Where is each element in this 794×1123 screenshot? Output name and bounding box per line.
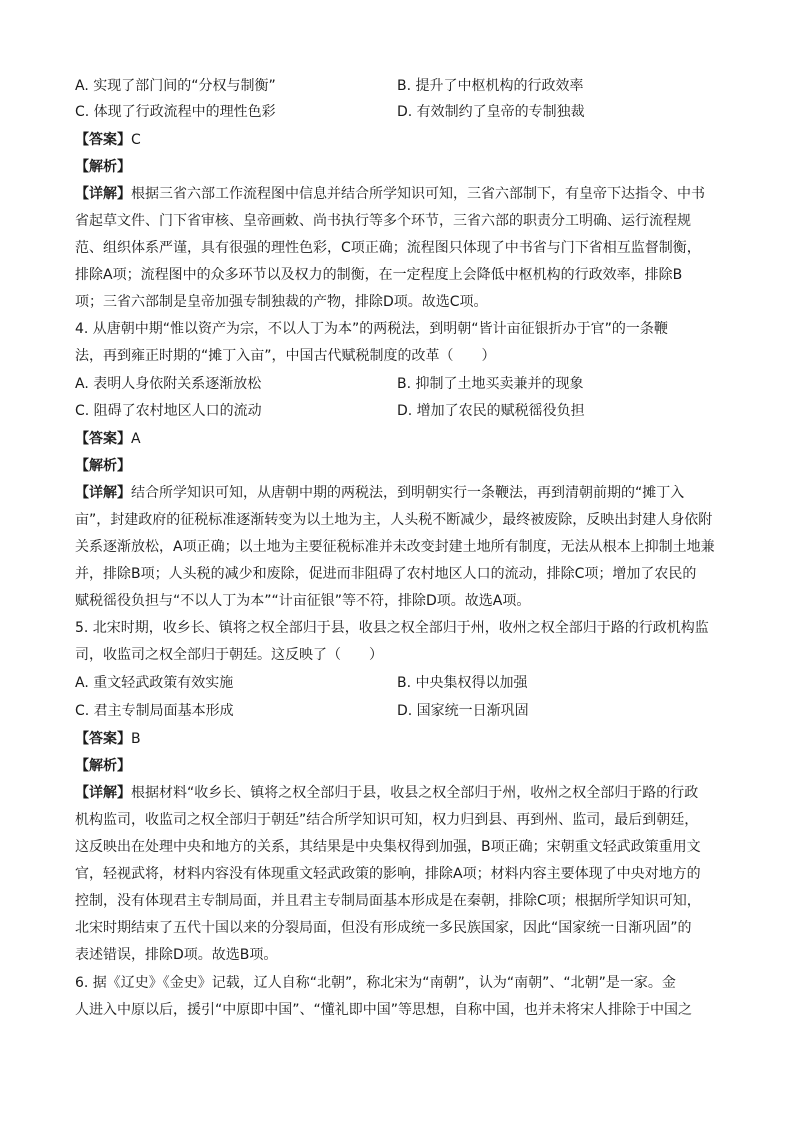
q4-option-c: C. 阻碍了农村地区人口的流动: [75, 403, 262, 419]
answer-tag: 【答案】: [75, 132, 131, 148]
q4-analysis-tag: 【解析】: [75, 458, 131, 474]
q5-stem-line: 司，收监司之权全部归于朝廷。这反映了（ ）: [75, 647, 383, 663]
answer-tag: 【答案】: [75, 731, 131, 747]
answer-value: B: [131, 731, 141, 747]
q4-detail-line: 关系逐渐放松，A项正确；以土地为主要征税标准并未改变封建土地所有制度，无法从根本上抑制土地兼: [75, 539, 715, 555]
q4-detail-line: 【详解】结合所学知识可知，从唐朝中期的两税法，到明朝实行一条鞭法，再到清朝前期的“摊丁入: [75, 485, 685, 501]
answer-tag: 【答案】: [75, 431, 131, 447]
answer-value: C: [131, 132, 141, 148]
detail-tag: 【详解】: [75, 485, 131, 501]
q3-detail-line: 排除A项；流程图中的众多环节以及权力的制衡，在一定程度上会降低中枢机构的行政效率，排除B: [75, 267, 683, 283]
q5-detail-line: 北宋时期结束了五代十国以来的分裂局面，但没有形成统一多民族国家，因此“国家统一日渐巩固”的: [75, 920, 692, 936]
q3-detail-line: 范、组织体系严谨，具有很强的理性色彩，C项正确；流程图只体现了中书省与门下省相互监督制衡，: [75, 240, 701, 256]
q5-option-d: D. 国家统一日渐巩固: [397, 703, 529, 719]
q3-detail-line: 【详解】根据三省六部工作流程图中信息并结合所学知识可知，三省六部制下，有皇帝下达指令、中书: [75, 186, 705, 202]
q4-detail-line: 并，排除B项；人头税的减少和废除，促进而非阻碍了农村地区人口的流动，排除C项；增加了农民的: [75, 566, 697, 582]
q4-option-b: B. 抑制了土地买卖兼并的现象: [397, 376, 584, 392]
q5-detail-line: 控制，没有体现君主专制局面，并且君主专制局面基本形成是在秦朝，排除C项；根据所学知识可知，: [75, 893, 701, 909]
q3-analysis-tag: 【解析】: [75, 159, 131, 175]
q5-analysis-tag: 【解析】: [75, 758, 131, 774]
q4-stem-line: 4. 从唐朝中期“惟以资产为宗，不以人丁为本”的两税法，到明朝“皆计亩征银折办于官”的一条鞭: [75, 321, 668, 337]
q3-option-b: B. 提升了中枢机构的行政效率: [397, 78, 584, 94]
q6-stem-line: 6. 据《辽史》《金史》记载，辽人自称“北朝”，称北宋为“南朝”，认为“南朝”、“北朝”是一家。金: [75, 975, 676, 991]
q4-answer: [75, 430, 141, 448]
q4-detail-line: 赋税徭役负担与“不以人丁为本”“计亩征银”等不符，排除D项。故选A项。: [75, 593, 531, 609]
q5-detail-line: 这反映出在处理中央和地方的关系，其结果是中央集权得到加强，B项正确；宋朝重文轻武政策重用文: [75, 839, 701, 855]
q5-option-a: A. 重文轻武政策有效实施: [75, 675, 234, 691]
q3-detail-line: 项；三省六部制是皇帝加强专制独裁的产物，排除D项。故选C项。: [75, 294, 488, 310]
q5-detail-line: 机构监司，收监司之权全部归于朝廷”结合所学知识可知，权力归到县、再到州、监司，最后到朝廷，: [75, 812, 699, 828]
q5-stem-line: 5. 北宋时期，收乡长、镇将之权全部归于县，收县之权全部归于州，收州之权全部归于路的行政机构监: [75, 620, 709, 636]
q4-detail-line: 亩”，封建政府的征税标准逐渐转变为以土地为主，人头税不断减少，最终被废除，反映出封建人身依附: [75, 512, 713, 528]
q6-stem-line: 人进入中原以后，援引“中原即中国”、“懂礼即中国”等思想，自称中国，也并未将宋人排除于中国之: [75, 1002, 693, 1018]
q4-option-a: A. 表明人身依附关系逐渐放松: [75, 376, 262, 392]
q4-stem-line: 法，再到雍正时期的“摊丁入亩”，中国古代赋税制度的改革（ ）: [75, 348, 496, 364]
q4-option-d: D. 增加了农民的赋税徭役负担: [397, 403, 585, 419]
q3-option-c: C. 体现了行政流程中的理性色彩: [75, 104, 276, 120]
q5-detail-line: 官，轻视武将，材料内容没有体现重文轻武政策的影响，排除A项；材料内容主要体现了中央对地方的: [75, 866, 701, 882]
q5-detail-line: 【详解】根据材料“收乡长、镇将之权全部归于县，收县之权全部归于州，收州之权全部归于路的行政: [75, 785, 699, 801]
detail-tag: 【详解】: [75, 186, 131, 202]
q3-detail-line: 省起草文件、门下省审核、皇帝画敕、尚书执行等多个环节，三省六部的职责分工明确、运行流程规: [75, 213, 691, 229]
q5-detail-line: 表述错误，排除D项。故选B项。: [75, 947, 278, 963]
answer-value: A: [131, 431, 141, 447]
q3-option-d: D. 有效制约了皇帝的专制独裁: [397, 104, 585, 120]
q5-option-b: B. 中央集权得以加强: [397, 675, 528, 691]
q5-option-c: C. 君主专制局面基本形成: [75, 703, 234, 719]
detail-tag: 【详解】: [75, 785, 131, 801]
q5-answer: [75, 730, 141, 748]
q3-answer: [75, 131, 141, 149]
q3-option-a: A. 实现了部门间的“分权与制衡”: [75, 78, 276, 94]
